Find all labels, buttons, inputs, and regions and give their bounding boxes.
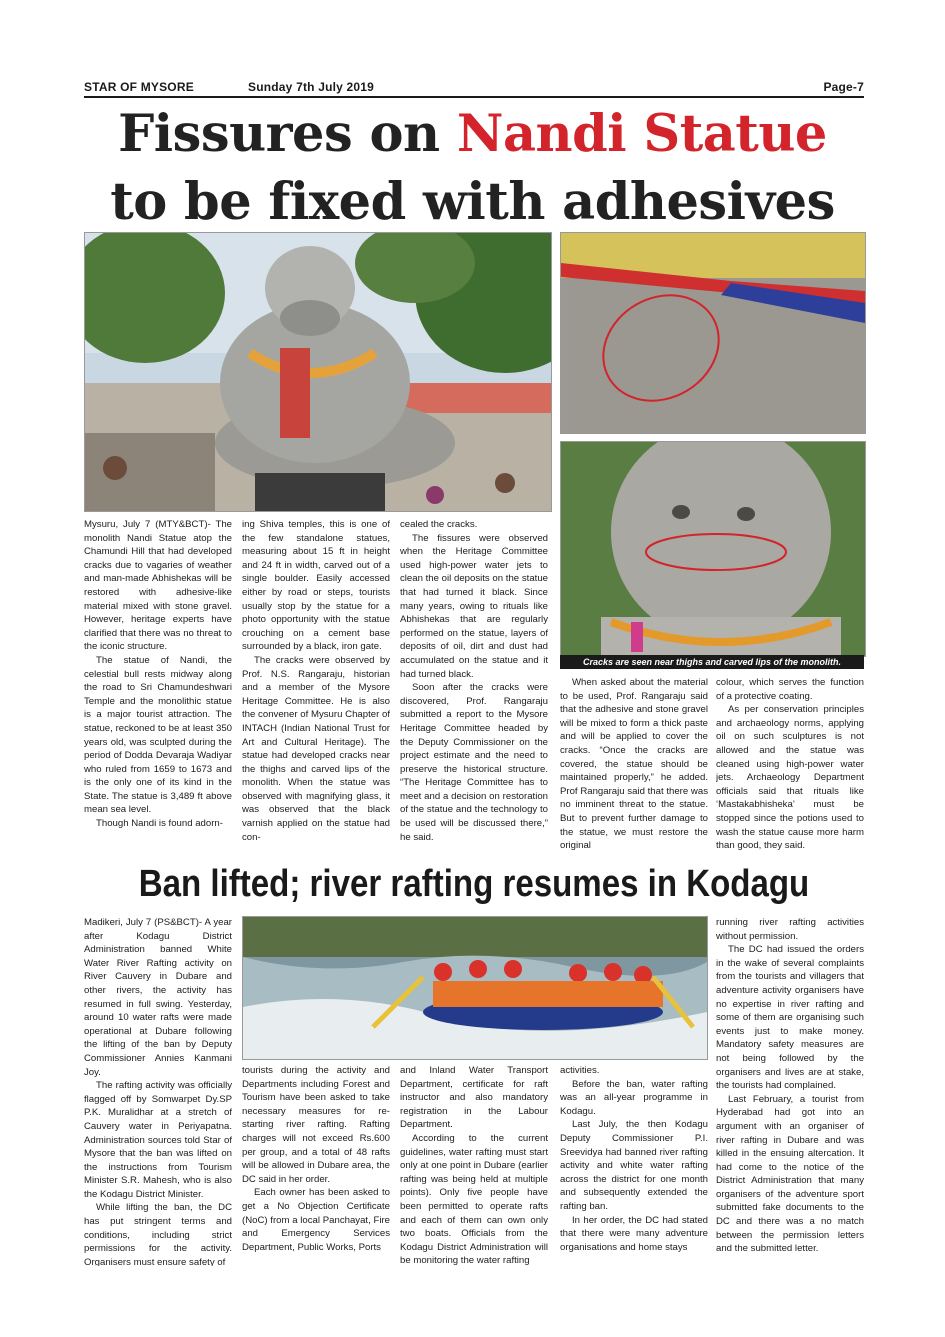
paragraph: ing Shiva temples, this is one of the few standalone statues, measuring about 15 ft in height and 24 ft in width, carved out of a single boulder. Easily accessed either by road or steps, tourists usually stop by the statue for a photo opportunity with the statue crouching on a cement base surrounded by a black, iron gate. xyxy=(242,519,390,653)
nandi-statue-photo xyxy=(84,232,552,512)
story1-column-5 xyxy=(716,676,864,858)
paragraph: running river rafting activities without permission. xyxy=(716,917,864,942)
paragraph: The cracks were observed by Prof. N.S. Rangaraju, historian and a member of the Mysore Heritage Committee. He is also the convener of Mysuru Chapter of INTACH (Indian National Trust for Art and Cultural Heritage). The statue had developed cracks near the thighs and carved lips of the monolith. When the statue was observed with magnifying glass, it was observed that the black varnish applied on the statue had con- xyxy=(242,654,390,843)
paragraph: While lifting the ban, the DC has put stringent terms and conditions, including strict permissions for the activity. Organisers must ensure safety of xyxy=(84,1202,232,1266)
paragraph: The fissures were observed when the Heritage Committee used high-power water jets to clean the oil deposits on the statue that had turned it black. Since many years, owing to rituals like Abhishekas that are regularly performed on the statue, layers of deposits of oil, dirt and dust had accumulated on the statue and it had turned black. xyxy=(400,532,548,680)
paragraph: As per conservation principles and archaeology norms, applying oil on such sculptures is not allowed and the statue was cleaned using high-power water jets. Archaeology Department officials said that rituals like ‘Mastakabhisheka’ must be stopped since the potions used to wash the statue cause more harm than good, they said. xyxy=(716,704,864,852)
crack-thigh-photo xyxy=(560,232,866,434)
issue-date: Sunday 7th July 2019 xyxy=(248,80,375,94)
paragraph: and Inland Water Transport Department, certificate for raft instructor and also mandatory registration in the Labour Department. xyxy=(400,1065,548,1131)
paragraph: Last February, a tourist from Hyderabad had got into an argument with an organiser of river rafting in Dubare and was killed in the ensuing altercation. It had come to the notice of the District Administration that many organisers of the adventure sport submitted fake documents to the DC and there was a no match between the permission letters and the submitted letter. xyxy=(716,1093,864,1255)
paragraph: colour, which serves the function of a protective coating. xyxy=(716,677,864,702)
headline-line-2: to be fixed with adhesives xyxy=(110,172,835,232)
story2-column-1 xyxy=(84,916,232,1266)
story1-column-2 xyxy=(242,518,390,858)
headline-line-1 xyxy=(60,104,885,164)
story2-column-2 xyxy=(242,1064,390,1266)
headline-highlight: Nandi Statue xyxy=(456,104,827,164)
paragraph: Though Nandi is found adorn- xyxy=(96,818,223,830)
headline-prefix: Fissures on xyxy=(118,104,457,164)
paragraph: Before the ban, water rafting was an all-year programme in Kodagu. xyxy=(560,1078,708,1117)
rafting-headline: Ban lifted; river rafting resumes in Kodagu xyxy=(138,863,810,905)
paragraph: tourists during the activity and Departments including Forest and Tourism have been asked to take necessary measures for re-starting river rafting. Rafting charges will not exceed Rs.600 per group, and a total of 48 rafts will be allowed in Dubare area, the DC said in her order. xyxy=(242,1065,390,1185)
page-number: Page-7 xyxy=(823,80,864,94)
story2-column-5 xyxy=(716,916,864,1266)
story1-column-3 xyxy=(400,518,548,858)
paragraph: The DC had issued the orders in the wake of several complaints from the tourists and villagers that adventure activity organisers have no expertise in river rafting and some of them are organising such events just to make money. Mandatory safety measures are not being followed by the organisers and lives are at stake, the tourists had complained. xyxy=(716,944,864,1092)
river-rafting-photo xyxy=(242,916,708,1060)
paragraph: Madikeri, July 7 (PS&BCT)- A year after Kodagu District Administration banned White Water River Rafting activity on River Cauvery in Dubare and other rivers, the activity has resumed in full swing. Yesterday, around 10 water rafts were made operational at Dubare following the lifting of the ban by Deputy Commissioner Annies Kanmani Joy. xyxy=(84,917,232,1078)
story1-column-4 xyxy=(560,676,708,858)
paragraph: Each owner has been asked to get a No Objection Certificate (NoC) from a local Panchayat, Fire and Emergency Services Department, Public Works, Ports xyxy=(242,1187,390,1253)
newspaper-name: STAR OF MYSORE xyxy=(84,80,194,94)
crack-lips-photo xyxy=(560,441,866,657)
story2-column-3 xyxy=(400,1064,548,1266)
paragraph: The rafting activity was officially flagged off by Somwarpet Dy.SP P.K. Muralidhar at a stretch of Cauvery water in Periyapatna. Administration sources told Star of Mysore that the ban was lifted on the instructions from Tourism Minister S.R. Mahesh, who is also the Kodagu District Minister. xyxy=(84,1080,232,1200)
header-rule xyxy=(84,96,864,98)
paragraph: In her order, the DC had stated that there were many adventure organisations and home stays xyxy=(560,1214,708,1253)
story2-column-4 xyxy=(560,1064,708,1266)
paragraph: activities. xyxy=(560,1065,600,1076)
story1-column-1 xyxy=(84,518,232,858)
paragraph: According to the current guidelines, water rafting must start only at one point in Dubare (earlier rafting was being held at multiple points). Only five people have been permitted to operate rafts and each of them can own only two boats. Officials from the Kodagu District Administration will be monitoring the water rafting xyxy=(400,1132,548,1266)
paragraph: The statue of Nandi, the celestial bull rests midway along the road to Sri Chamundeshwari Temple and the monolithic statue is a major tourist attraction. The statue, reckoned to be at least 350 years old, was sculpted during the period of Dodda Devaraja Wadiyar who ruled from 1659 to 1673 and is the only one of its kind in the State. The statue is 3,489 ft above mean sea level. xyxy=(84,654,232,816)
paragraph: Mysuru, July 7 (MTY&BCT)- The monolith Nandi Statue atop the Chamundi Hill that had developed cracks due to vagaries of weather and man-made Abhishekas will be restored with adhesive-like material mixed with stone gravel. However, heritage experts have clarified that there was no threat to the iconic structure. xyxy=(84,519,232,653)
paragraph: Soon after the cracks were discovered, Prof. Rangaraju submitted a report to the Mysore Heritage Committee headed by the Deputy Commissioner on the project estimate and the need to preserve the historical structure. “The Heritage Committee has to meet and a decision on restoration of the statue and the technology to be used will be discussed there,” he said. xyxy=(400,682,548,843)
photo-caption: Cracks are seen near thighs and carved lips of the monolith. xyxy=(560,655,864,669)
paragraph: cealed the cracks. xyxy=(400,519,478,530)
paragraph: Last July, the then Kodagu Deputy Commissioner P.I. Sreevidya had banned river rafting activity and white water rafting across the district for one month and subsequently extended the rafting ban. xyxy=(560,1119,708,1212)
paragraph: When asked about the material to be used, Prof. Rangaraju said that the adhesive and stone gravel will be mixed to form a thick paste and will be applied to cover the cracks. “Once the cracks are covered, the statue should be maintained properly,” he added. Prof Rangaraju said that there was no imminent threat to the statue. But to prevent further damage to the statue, we must restore the original xyxy=(560,677,708,852)
